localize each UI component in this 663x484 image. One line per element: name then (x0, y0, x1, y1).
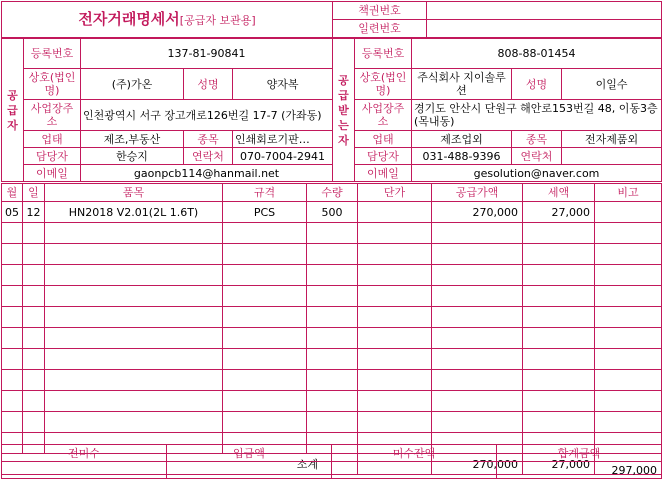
cell-supply (432, 370, 523, 391)
cell-item (45, 223, 223, 244)
buyer-manager-label: 담당자 (355, 148, 412, 165)
cell-unit-price (358, 286, 432, 307)
cell-note (595, 286, 662, 307)
col-qty-header: 수량 (307, 184, 358, 202)
table-row (2, 370, 662, 391)
supplier-biz-type-label: 업태 (24, 131, 81, 148)
cell-unit-price (358, 265, 432, 286)
buyer-phone-label: 연락처 (512, 148, 562, 165)
buyer-address-label: 사업장주소 (355, 100, 412, 131)
cell-tax (523, 265, 595, 286)
serial-no-value (427, 20, 662, 38)
col-month-header: 월 (2, 184, 23, 202)
cell-tax (523, 223, 595, 244)
col-spec-header: 규격 (223, 184, 307, 202)
subtotal-supply: 270,000 (432, 454, 523, 475)
cell-qty (307, 391, 358, 412)
cell-unit-price (358, 370, 432, 391)
cell-unit-price (358, 349, 432, 370)
supplier-name-label: 성명 (184, 69, 233, 100)
cell-item (45, 391, 223, 412)
cell-spec (223, 412, 307, 433)
supplier-phone: 070-7004-2941 (233, 148, 333, 165)
supplier-reg-no-label: 등록번호 (24, 39, 81, 69)
supplier-company: (주)가온 (81, 69, 184, 100)
cell-supply (432, 328, 523, 349)
buyer-company-label: 상호(법인명) (355, 69, 412, 100)
cell-day (23, 349, 45, 370)
cell-supply (432, 244, 523, 265)
cell-month: 05 (2, 202, 23, 223)
cell-supply (432, 265, 523, 286)
table-row (2, 412, 662, 433)
cell-unit-price (358, 328, 432, 349)
table-row (2, 286, 662, 307)
supplier-side-text: 공급자 (7, 88, 18, 132)
col-note-header: 비고 (595, 184, 662, 202)
cell-tax (523, 412, 595, 433)
cell-supply (432, 412, 523, 433)
cell-tax (523, 349, 595, 370)
cell-spec (223, 370, 307, 391)
cell-qty: 500 (307, 202, 358, 223)
items-body (2, 184, 662, 454)
table-row (2, 349, 662, 370)
supplier-biz-type: 제조,부동산 (81, 131, 184, 148)
buyer-email-label: 이메일 (355, 165, 412, 182)
cell-month (2, 244, 23, 265)
cell-day: 12 (23, 202, 45, 223)
paid-value (167, 462, 332, 479)
cell-note (595, 244, 662, 265)
book-no-value (427, 2, 662, 20)
cell-month (2, 412, 23, 433)
serial-no-label: 일련번호 (333, 20, 427, 38)
cell-month (2, 223, 23, 244)
cell-item (45, 244, 223, 265)
supplier-address: 인천광역시 서구 장고개로126번길 17-7 (가좌동) (81, 100, 333, 131)
table-row (2, 391, 662, 412)
buyer-address: 경기도 안산시 단원구 해안로153번길 48, 이동3층 (목내동) (412, 100, 662, 131)
buyer-reg-no-label: 등록번호 (355, 39, 412, 69)
cell-spec (223, 391, 307, 412)
cell-supply (432, 307, 523, 328)
cell-note (595, 265, 662, 286)
cell-spec (223, 328, 307, 349)
cell-item (45, 265, 223, 286)
col-item-header: 품목 (45, 184, 223, 202)
cell-day (23, 412, 45, 433)
table-row (2, 244, 662, 265)
cell-qty (307, 223, 358, 244)
cell-unit-price (358, 412, 432, 433)
buyer-side-label (333, 39, 355, 182)
cell-spec (223, 223, 307, 244)
buyer-biz-item-label: 종목 (512, 131, 562, 148)
cell-tax (523, 286, 595, 307)
cell-spec (223, 244, 307, 265)
table-row (2, 202, 662, 223)
cell-qty (307, 244, 358, 265)
cell-note (595, 391, 662, 412)
cell-item (45, 370, 223, 391)
supplier-manager-label: 담당자 (24, 148, 81, 165)
cell-month (2, 391, 23, 412)
paid-label: 입금액 (167, 445, 332, 462)
table-row (2, 223, 662, 244)
cell-qty (307, 265, 358, 286)
items-header-row (2, 184, 662, 202)
cell-qty (307, 412, 358, 433)
total-label: 합계금액 (497, 445, 662, 462)
cell-day (23, 286, 45, 307)
cell-month (2, 349, 23, 370)
cell-note (595, 370, 662, 391)
cell-tax (523, 244, 595, 265)
cell-item (45, 307, 223, 328)
cell-day (23, 328, 45, 349)
cell-tax (523, 307, 595, 328)
prev-unpaid-label: 전미수 (2, 445, 167, 462)
cell-unit-price (358, 391, 432, 412)
supplier-company-label: 상호(법인명) (24, 69, 81, 100)
supplier-address-label: 사업장주소 (24, 100, 81, 131)
cell-item: HN2018 V2.01(2L 1.6T) (45, 202, 223, 223)
subtotal-tax: 27,000 (523, 454, 595, 475)
cell-qty (307, 349, 358, 370)
cell-month (2, 307, 23, 328)
cell-item (45, 412, 223, 433)
buyer-email: gesolution@naver.com (412, 165, 662, 182)
subtotal-label-text: 소계 (296, 457, 318, 471)
cell-supply: 270,000 (432, 202, 523, 223)
buyer-biz-type-label: 업태 (355, 131, 412, 148)
cell-spec (223, 286, 307, 307)
cell-day (23, 307, 45, 328)
cell-qty (307, 307, 358, 328)
buyer-name-label: 성명 (512, 69, 562, 100)
cell-tax (523, 370, 595, 391)
buyer-biz-item: 전자제품외 (562, 131, 662, 148)
cell-item (45, 286, 223, 307)
prev-unpaid-value (2, 462, 167, 479)
table-row (2, 328, 662, 349)
col-supply-header: 공급가액 (432, 184, 523, 202)
cell-spec: PCS (223, 202, 307, 223)
cell-unit-price (358, 244, 432, 265)
buyer-reg-no: 808-88-01454 (412, 39, 662, 69)
cell-item (45, 349, 223, 370)
cell-tax: 27,000 (523, 202, 595, 223)
cell-note (595, 328, 662, 349)
remaining-label: 미수잔액 (332, 445, 497, 462)
cell-day (23, 223, 45, 244)
total-value: 297,000 (497, 462, 662, 479)
cell-unit-price (358, 202, 432, 223)
supplier-reg-no: 137-81-90841 (81, 39, 333, 69)
subtitle-text: [공급자 보관용] (179, 13, 256, 27)
supplier-name: 양자복 (233, 69, 333, 100)
cell-day (23, 391, 45, 412)
cell-item (45, 328, 223, 349)
buyer-manager: 031-488-9396 (412, 148, 512, 165)
cell-spec (223, 349, 307, 370)
book-no-label: 책권번호 (333, 2, 427, 20)
supplier-manager: 한승지 (81, 148, 184, 165)
cell-supply (432, 349, 523, 370)
cell-day (23, 265, 45, 286)
cell-month (2, 370, 23, 391)
cell-note (595, 412, 662, 433)
cell-month (2, 328, 23, 349)
cell-note (595, 223, 662, 244)
remaining-value (332, 462, 497, 479)
buyer-table (332, 38, 662, 182)
cell-note (595, 202, 662, 223)
items-table (1, 183, 662, 475)
cell-note (595, 349, 662, 370)
title-table (1, 1, 662, 38)
supplier-email: gaonpcb114@hanmail.net (81, 165, 333, 182)
cell-supply (432, 223, 523, 244)
cell-supply (432, 391, 523, 412)
cell-month (2, 265, 23, 286)
cell-month (2, 286, 23, 307)
cell-qty (307, 328, 358, 349)
title-text: 전자거래명세서 (78, 9, 180, 28)
cell-day (23, 244, 45, 265)
cell-spec (223, 307, 307, 328)
document-title (2, 2, 333, 38)
cell-day (23, 370, 45, 391)
supplier-side-label (2, 39, 24, 182)
buyer-biz-type: 제조업외 (412, 131, 512, 148)
supplier-biz-item-label: 종목 (184, 131, 233, 148)
supplier-email-label: 이메일 (24, 165, 81, 182)
col-tax-header: 세액 (523, 184, 595, 202)
cell-unit-price (358, 307, 432, 328)
supplier-biz-item: 인쇄회로기판… (233, 131, 333, 148)
cell-supply (432, 286, 523, 307)
col-unit-price-header: 단가 (358, 184, 432, 202)
buyer-side-text: 공급받는자 (338, 73, 349, 147)
cell-spec (223, 265, 307, 286)
buyer-phone (562, 148, 662, 165)
col-day-header: 일 (23, 184, 45, 202)
table-row (2, 307, 662, 328)
footer-table (1, 444, 662, 479)
cell-note (595, 307, 662, 328)
cell-qty (307, 370, 358, 391)
cell-tax (523, 328, 595, 349)
cell-qty (307, 286, 358, 307)
cell-tax (523, 391, 595, 412)
buyer-name: 이일수 (562, 69, 662, 100)
table-row (2, 265, 662, 286)
supplier-phone-label: 연락처 (184, 148, 233, 165)
supplier-table (1, 38, 333, 182)
buyer-company: 주식회사 지이솔루션 (412, 69, 512, 100)
cell-unit-price (358, 223, 432, 244)
